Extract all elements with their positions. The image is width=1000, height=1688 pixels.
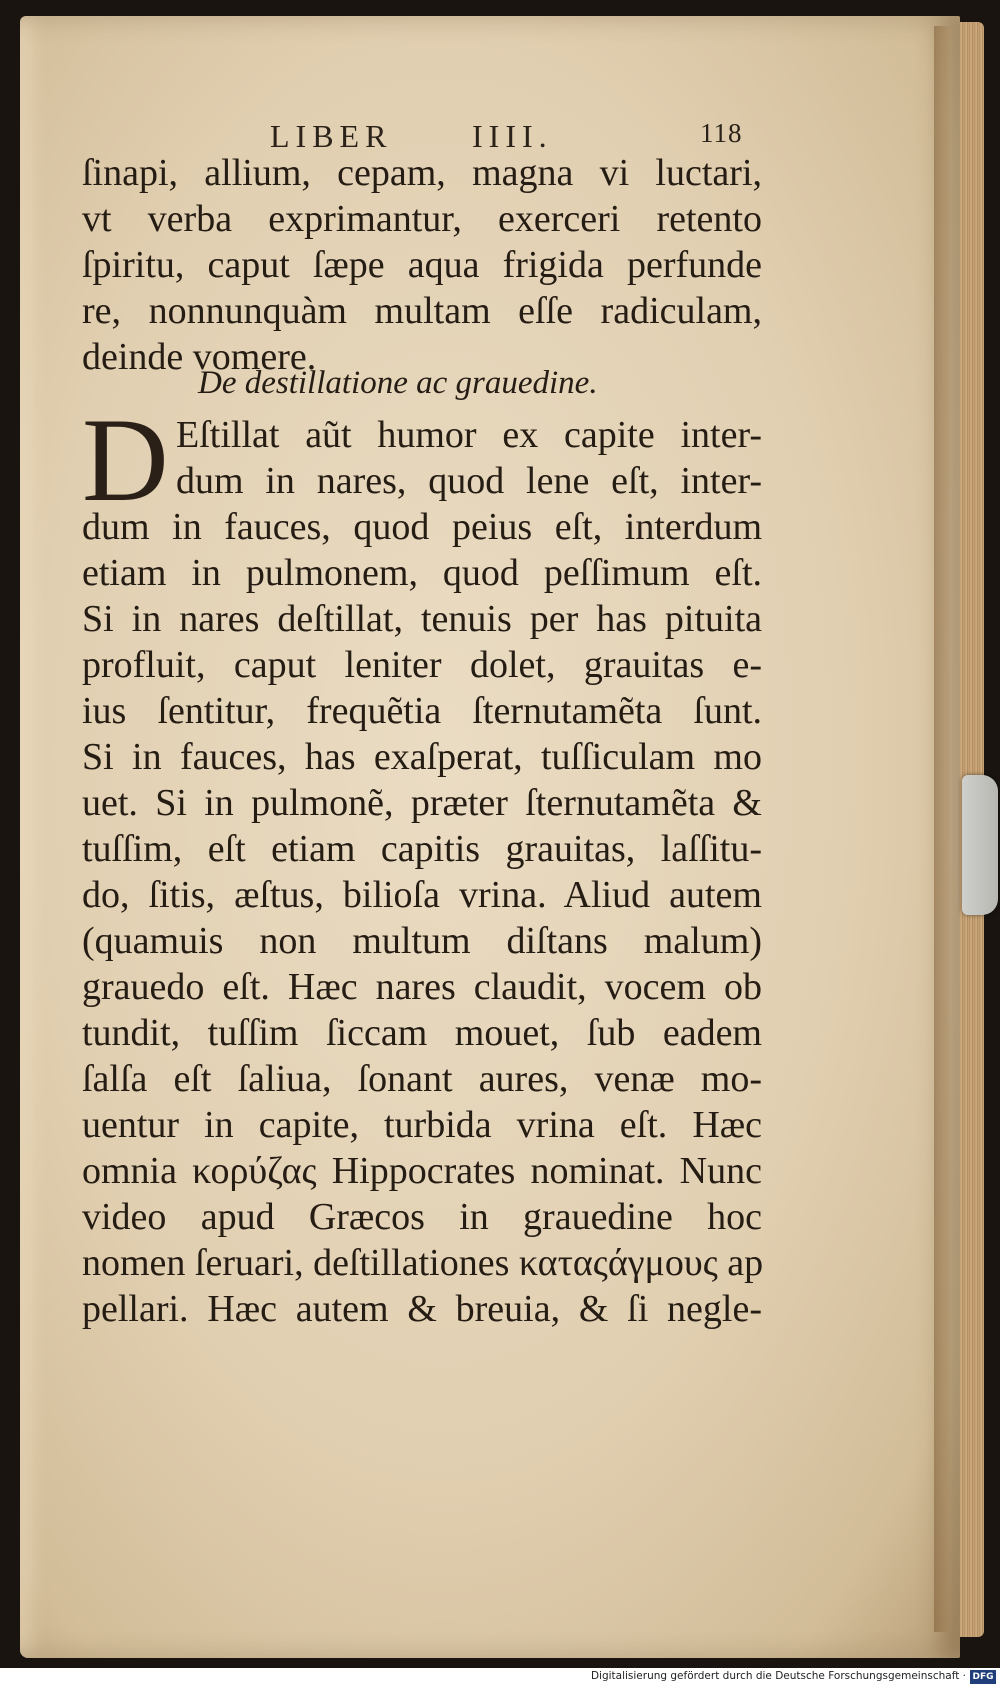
- text-line: video apud Græcos in grauedine hoc: [82, 1196, 762, 1238]
- text-line: ſalſa eſt ſaliua, ſonant aures, venæ mo-: [82, 1058, 762, 1100]
- section-heading: De destillatione ac grauedine.: [198, 365, 598, 401]
- page-number: 118: [700, 118, 743, 148]
- paragraph-opening: [176, 412, 762, 504]
- text-line: ſpiritu, caput ſæpe aqua frigida perfunde: [82, 244, 762, 286]
- paragraph-continued: [82, 150, 762, 380]
- page-clip: [962, 775, 998, 915]
- text-line: Si in fauces, has exaſperat, tuſſiculam mo: [82, 736, 762, 778]
- text-line: re, nonnunquàm multam eſſe radiculam,: [82, 290, 762, 332]
- text-line: tundit, tuſſim ſiccam mouet, ſub eadem: [82, 1012, 762, 1054]
- text-line: omnia κορύζας Hippocrates nominat. Nunc: [82, 1150, 762, 1192]
- text-line: grauedo eſt. Hæc nares claudit, vocem ob: [82, 966, 762, 1008]
- text-line: ius ſentitur, frequẽtia ſternutamẽta ſunt.: [82, 690, 762, 732]
- text-line: uentur in capite, turbida vrina eſt. Hæc: [82, 1104, 762, 1146]
- text-line: deinde vomere.: [82, 336, 317, 378]
- text-line: etiam in pulmonem, quod peſſimum eſt.: [82, 552, 762, 594]
- text-line: Si in nares deſtillat, tenuis per has pituita: [82, 598, 762, 640]
- text-line: nomen ſeruari, deſtillationes καταςάγμους ap: [82, 1242, 764, 1284]
- text-line: do, ſitis, æſtus, bilioſa vrina. Aliud autem: [82, 874, 762, 916]
- text-line: (quamuis non multum diſtans malum): [82, 920, 762, 962]
- drop-cap-initial: D: [82, 393, 169, 526]
- digitization-footer: [0, 1668, 1000, 1688]
- dfg-logo-icon: DFG: [970, 1670, 996, 1684]
- text-line: profluit, caput leniter dolet, grauitas e-: [82, 644, 762, 686]
- text-line: pellari. Hæc autem & breuia, & ſi negle-: [82, 1288, 762, 1330]
- text-line: uet. Si in pulmonẽ, præter ſternutamẽta &: [82, 782, 762, 824]
- text-line: dum in nares, quod lene eſt, inter-: [176, 460, 762, 502]
- funding-credit: Digitalisierung gefördert durch die Deutsche Forschungsgemeinschaft ·: [590, 1670, 966, 1682]
- page-edge-shadow: [934, 26, 950, 1632]
- text-line: Eſtillat aũt humor ex capite inter-: [176, 414, 762, 456]
- book-number: IIII.: [472, 118, 553, 154]
- text-line: ſinapi, allium, cepam, magna vi luctari,: [82, 152, 762, 194]
- text-line: vt verba exprimantur, exerceri retento: [82, 198, 762, 240]
- text-line: tuſſim, eſt etiam capitis grauitas, laſſitu-: [82, 828, 762, 870]
- text-line: dum in fauces, quod peius eſt, interdum: [82, 506, 762, 548]
- running-title: LIBER: [270, 118, 393, 154]
- paragraph-body: [82, 504, 762, 1332]
